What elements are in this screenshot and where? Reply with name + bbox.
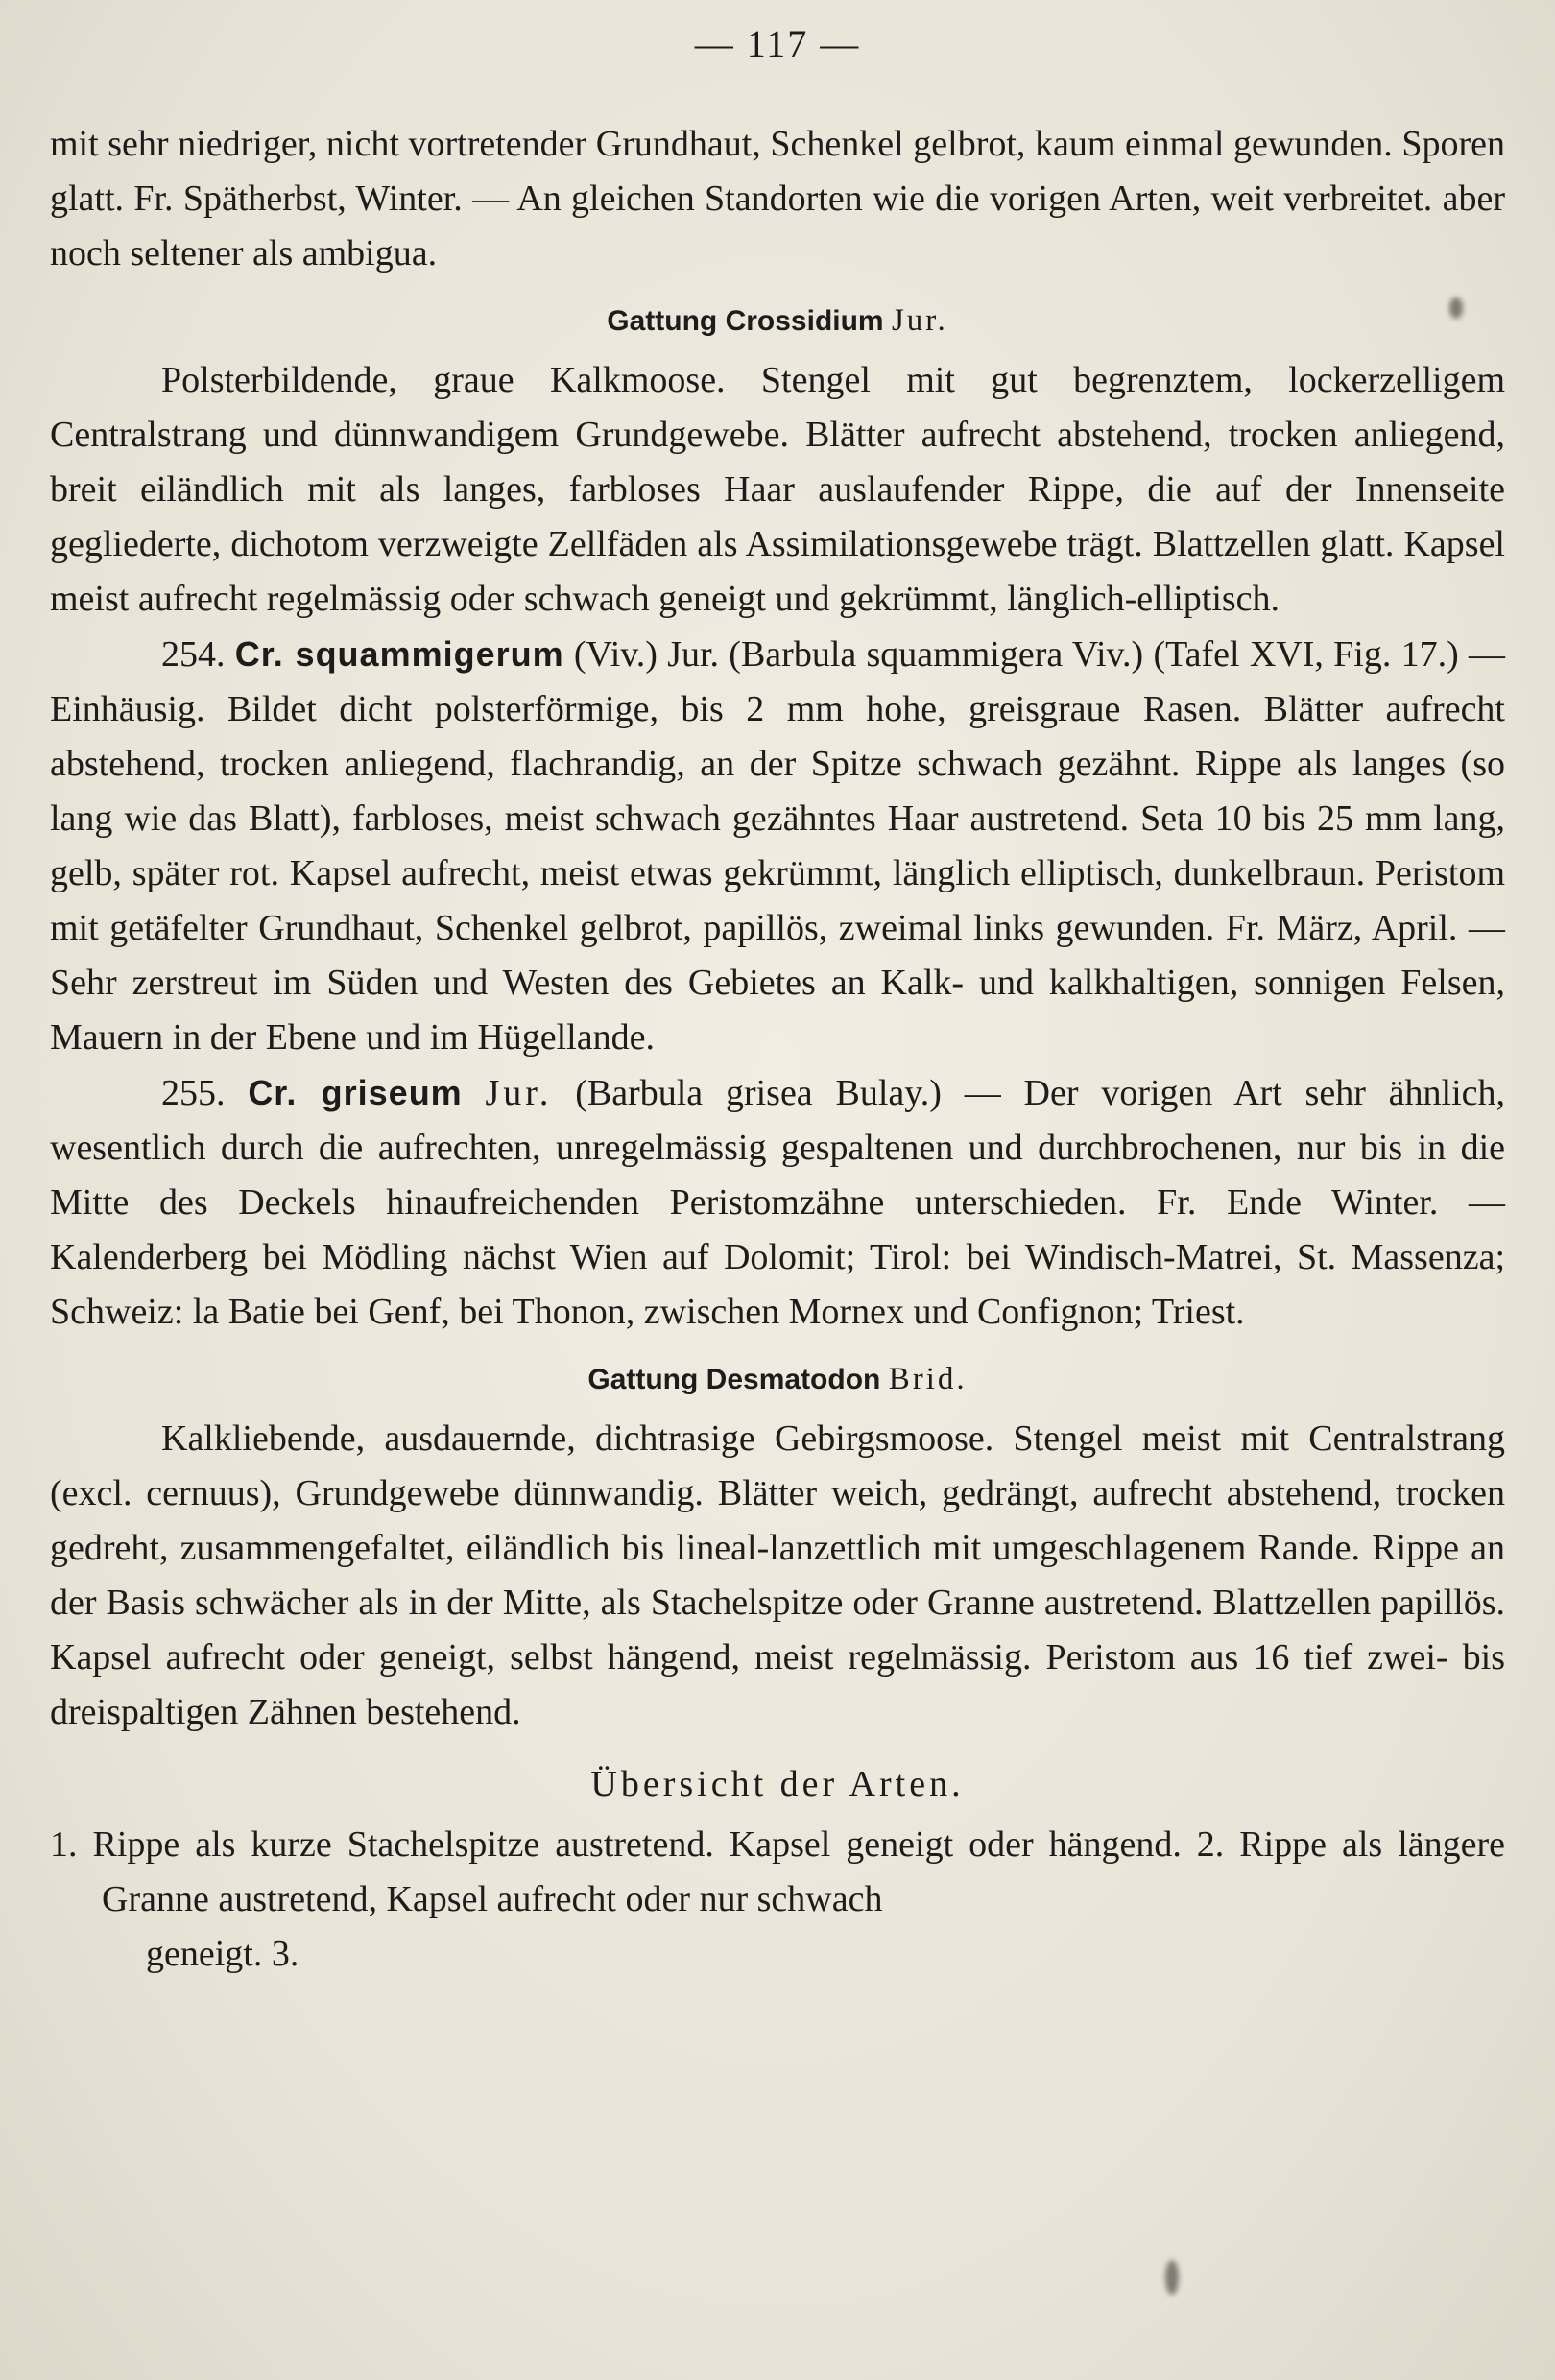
overview-title: Übersicht der Arten. <box>590 1764 965 1804</box>
species-number: 254. <box>161 634 226 675</box>
species-name: Cr. griseum <box>248 1073 463 1112</box>
species-name: Cr. squammigerum <box>234 634 564 674</box>
ink-smudge <box>1449 298 1463 319</box>
species-text: (Barbula grisea Bulay.) — Der vorigen Art sehr ähnlich, wesentlich durch die aufrechten, unregelmässig gespaltenen und durchbrochenen, nur bis in die Mitte des Deckels hinaufreichenden Peristomzähne unterschieden. Fr. Ende Winter. — Kalenderberg bei Mödling nächst Wien auf Dolomit; Tirol: bei Windisch-Matrei, St. Massenza; Schweiz: la Batie bei Genf, bei Thonon, zwischen Mornex und Confignon; Triest. <box>50 1073 1506 1332</box>
genus-name: Gattung Desmatodon <box>587 1364 881 1395</box>
key-entry: 1. Rippe als kurze Stachelspitze austretend. Kapsel geneigt oder hängend. 2. Rippe als längere Granne austretend, Kapsel aufrecht oder nur schwach <box>50 1824 1505 1919</box>
genus-heading-crossidium <box>50 297 1505 345</box>
key-entry-continuation: geneigt. 3. <box>146 1934 299 1974</box>
species-text: (Viv.) Jur. (Barbula squammigera Viv.) (Tafel XVI, Fig. 17.) — Einhäusig. Bildet dicht polsterförmige, bis 2 mm hohe, greisgraue Rasen. Blätter aufrecht abstehend, trocken anliegend, flachrandig, an der Spitze schwach gezähnt. Rippe als langes (so lang wie das Blatt), farbloses, meist schwach gezähntes Haar austretend. Seta 10 bis 25 mm lang, gelb, später rot. Kapsel aufrecht, meist etwas gekrümmt, länglich elliptisch, dunkelbraun. Peristom mit getäfelter Grundhaut, Schenkel gelbrot, papillös, zweimal links gewunden. Fr. März, April. — Sehr zerstreut im Süden und Westen des Gebietes an Kalk- und kalkhaltigen, sonnigen Felsen, Mauern in der Ebene und im Hügellande. <box>50 634 1506 1058</box>
genus-description-desmatodon: Kalkliebende, ausdauernde, dichtrasige Gebirgsmoose. Stengel meist mit Centralstrang (excl. cernuus), Grundgewebe dünnwandig. Blätter weich, gedrängt, aufrecht abstehend, trocken gedreht, zusammengefaltet, eiländlich bis lineal-lanzettlich mit umgeschlagenem Rande. Rippe an der Basis schwächer als in der Mitte, als Stachelspitze oder Granne austretend. Blattzellen papillös. Kapsel aufrecht oder geneigt, selbst hängend, meist regelmässig. Peristom aus 16 tief zwei- bis dreispaltigen Zähnen bestehend. <box>50 1418 1505 1732</box>
intro-paragraph: mit sehr niedriger, nicht vortretender Grundhaut, Schenkel gelbrot, kaum einmal gewunden. Sporen glatt. Fr. Spätherbst, Winter. — An gleichen Standorten wie die vorigen Arten, weit verbreitet. aber noch seltener als ambigua. <box>50 124 1505 274</box>
species-author: Jur. <box>485 1073 553 1113</box>
species-number: 255. <box>161 1073 226 1113</box>
page-number: — 117 — <box>694 22 861 65</box>
genus-author: Brid. <box>888 1362 968 1396</box>
genus-heading-desmatodon <box>50 1355 1505 1404</box>
page-body <box>50 117 1505 1982</box>
ink-smudge <box>1165 2260 1179 2295</box>
species-entry-255 <box>50 1065 1505 1340</box>
genus-author: Jur. <box>891 303 948 338</box>
genus-name: Gattung Crossidium <box>607 305 884 337</box>
species-entry-254 <box>50 627 1505 1065</box>
genus-description-crossidium: Polsterbildende, graue Kalkmoose. Stengel mit gut begrenztem, lockerzelligem Centralstrang und dünnwandigem Grundgewebe. Blätter aufrecht abstehend, trocken anliegend, breit eiländlich mit als langes, farbloses Haar auslaufender Rippe, die auf der Innenseite gegliederte, dichotom verzweigte Zellfäden als Assimilationsgewebe trägt. Blattzellen glatt. Kapsel meist aufrecht regelmässig oder schwach geneigt und gekrümmt, länglich-elliptisch. <box>50 360 1505 619</box>
